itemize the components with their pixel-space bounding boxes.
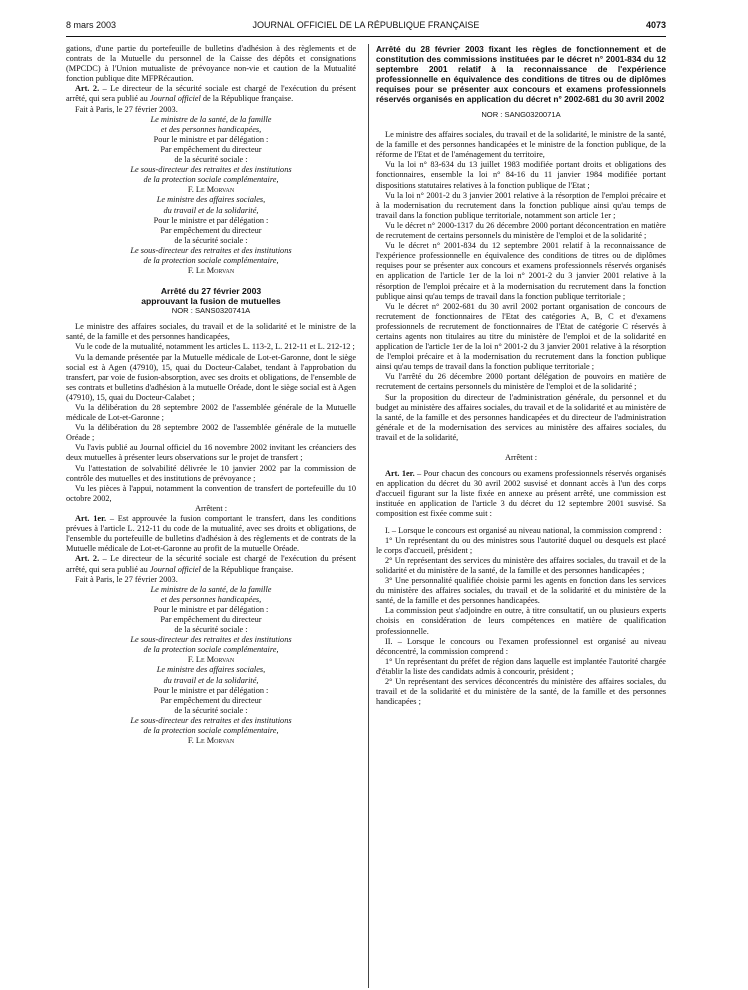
- signatory-name: [66, 655, 356, 665]
- sig-line: de la sécurité sociale :: [174, 155, 248, 165]
- sig-line: Par empêchement du directeur: [160, 695, 262, 705]
- sig-line: Le sous-directeur des retraites et des institutions: [130, 635, 292, 645]
- body-paragraph: 2° Un représentant des services déconcentrés du ministère des affaires sociales, du travail et de la solidarité et du ministère de la santé, de la famille et des personnes handicapées ;: [376, 676, 666, 707]
- considerant: Le ministre des affaires sociales, du travail et de la solidarité, le ministre de la santé, de la famille et des personnes handicapées et le ministre de la fonction publique, de la réforme de l'Etat et de l'aménagement du territoire,: [376, 130, 666, 160]
- signature-block-3: [66, 585, 356, 666]
- article-1-text: – Est approuvée la fusion comportant le transfert, dans les conditions prévues à l'article L. 212-11 du code de la mutualité, avec ses droits et obligations, de l'ensemble du portefeuille de bulletins d'adhésion à des règlements et de contrats de la Mutuelle médicale de Lot-et-Garonne au profit de la mutuelle Oréade.: [66, 514, 356, 554]
- page-header: [66, 20, 666, 34]
- body-paragraph: 2° Un représentant des services du ministère des affaires sociales, du travail et de la solidarité et du ministère de la santé, de la famille et des personnes handicapées ;: [376, 555, 666, 575]
- arretent-heading-right: Arrêtent :: [504, 453, 538, 462]
- article-2b-end: de la République française.: [200, 564, 294, 574]
- arretent-heading: Arrêtent :: [194, 503, 228, 513]
- sig-line: de la sécurité sociale :: [174, 625, 248, 635]
- sig-line: Le sous-directeur des retraites et des institutions: [130, 165, 292, 175]
- arrete-title-line: approuvant la fusion de mutuelles: [141, 296, 281, 307]
- signatory-initial: F. L: [187, 266, 201, 276]
- signatory-surname: e Morvan: [200, 185, 235, 195]
- sig-line: et des personnes handicapées,: [160, 124, 262, 134]
- sig-line: et des personnes handicapées,: [160, 594, 262, 604]
- article-2b-paragraph: [66, 554, 356, 574]
- right-column: [376, 44, 666, 707]
- header-title: JOURNAL OFFICIEL DE LA RÉPUBLIQUE FRANÇAISE: [252, 20, 480, 30]
- sig-line: Le sous-directeur des retraites et des institutions: [130, 715, 292, 725]
- sig-line: de la sécurité sociale :: [174, 705, 248, 715]
- article-2-text: – Le directeur de la sécurité sociale est chargé de l'exécution du présent arrêté, qui sera publié au: [66, 84, 357, 104]
- arrete-title: [66, 286, 356, 306]
- signatory-initial: F. L: [187, 736, 201, 746]
- signature-block-2: [66, 195, 356, 276]
- article-2-paragraph: [66, 84, 356, 104]
- header-date: 8 mars 2003: [66, 20, 117, 30]
- article-2-end: de la République française.: [200, 94, 294, 104]
- considerant: Vu le décret n° 2002-681 du 30 avril 2002 portant organisation de concours de recrutement de fonctionnaires de l'Etat des catégories A, B, C et d'examens professionnels de recrutement de fonctionnaires de l'Etat de catégorie C réservés à certains agents non titulaires au titre du ministère de l'emploi et de la solidarité en application de l'article 1er de la loi n° 2001-2 du 3 janvier 2001 relative à la résorption de l'emploi précaire et à la modernisation du recrutement dans la fonction publique ainsi qu'au temps de travail dans la fonction publique territoriale ;: [376, 301, 666, 372]
- article-2-label: Art. 2.: [75, 84, 100, 94]
- body-paragraph: 1° Un représentant du ou des ministres sous l'autorité duquel ou desquels est placé le corps d'accueil, président ;: [376, 535, 666, 555]
- signature-block-1: [66, 115, 356, 196]
- header-rule: [66, 36, 666, 37]
- fait-paris: Fait à Paris, le 27 février 2003.: [75, 104, 178, 114]
- considerant: Le ministre des affaires sociales, du travail et de la solidarité et le ministre de la santé, de la famille et des personnes handicapées,: [66, 322, 356, 342]
- article-1-paragraph-right: [376, 469, 666, 519]
- signatory-name: [66, 266, 356, 276]
- arrete-title-line: Arrêté du 27 février 2003: [160, 286, 262, 297]
- column-divider: [368, 44, 369, 988]
- considerant: Vu l'avis publié au Journal officiel du 16 novembre 2002 invitant les créanciers des deux mutuelles à présenter leurs observations sur le projet de transfert ;: [66, 443, 356, 463]
- sig-line: de la protection sociale complémentaire,: [143, 175, 279, 185]
- body-paragraph: II. – Lorsque le concours ou l'examen professionnel est organisé au niveau déconcentré, la commission comprend :: [376, 636, 666, 656]
- body-paragraph: 3° Une personnalité qualifiée choisie parmi les agents en fonction dans les services du ministère des affaires sociales, du travail et de la solidarité et du ministère de la santé, de la famille et des personnes handicapées.: [376, 576, 666, 606]
- sig-line: du travail et de la solidarité,: [163, 675, 259, 685]
- sig-line: du travail et de la solidarité,: [163, 205, 259, 215]
- sig-line: Par empêchement du directeur: [160, 144, 262, 154]
- article-1-text-right: – Pour chacun des concours ou examens professionnels réservés organisés en application du décret du 30 avril 2002 susvisé et donnant accès à l'un des corps d'accueil figurant sur la liste fixée en annexe au présent arrêté, une commission est instituée en application de l'article 3 du décret du 12 septembre 2001 susvisé. Sa composition est fixée comme suit :: [376, 469, 666, 519]
- signatory-surname: e Morvan: [200, 736, 235, 746]
- article-2b-journal: Journal officiel: [149, 564, 201, 574]
- body-paragraph: 1° Un représentant du préfet de région dans laquelle est implantée l'autorité chargée d'établir la liste des candidats admis à concourir, président ;: [376, 656, 666, 676]
- signatory-initial: F. L: [187, 655, 201, 665]
- sig-line: Pour le ministre et par délégation :: [153, 685, 269, 695]
- considerant: Vu la loi n° 83-634 du 13 juillet 1983 modifiée portant droits et obligations des fonctionnaires, ensemble la loi n° 84-16 du 11 janvier 1984 modifiée portant dispositions statutaires relatives à la fonction publique de l'Etat ;: [376, 160, 666, 190]
- signatory-name: [66, 736, 356, 746]
- article-2-journal: Journal officiel: [149, 94, 201, 104]
- nor-reference-right: NOR : SANG0320071A: [481, 110, 561, 119]
- intro-paragraph: gations, d'une partie du portefeuille de bulletins d'adhésion à des règlements et de contrats de la Mutuelle du personnel de la Caisse des dépôts et consignations (MPCDC) à l'Union mutualiste de prévoyance non-vie et caution de la Mutualité fonction publique dite MFPRécaution.: [66, 44, 356, 84]
- article-1-label: Art. 1er.: [75, 514, 107, 524]
- nor-reference: NOR : SANS0320741A: [171, 306, 251, 316]
- sig-line: Le ministre des affaires sociales,: [156, 665, 266, 675]
- arrete-title-right: Arrêté du 28 février 2003 fixant les règles de fonctionnement et de constitution des commissions instituées par le décret n° 2001-834 du 12 septembre 2001 relatif à la reconnaissance de l'expérience professionnelle en équivalence des conditions de titres ou de diplômes requises pour se présenter aux concours et examens professionnels réservés organisés en application du décret n° 2002-681 du 30 avril 2002: [376, 44, 666, 104]
- sig-line: de la protection sociale complémentaire,: [143, 726, 279, 735]
- sig-line: de la protection sociale complémentaire,: [143, 645, 279, 655]
- article-2b-label: Art. 2.: [75, 554, 100, 564]
- sig-line: Pour le ministre et par délégation :: [153, 215, 269, 225]
- signatory-initial: F. L: [187, 185, 201, 195]
- fait-paris-2: Fait à Paris, le 27 février 2003.: [75, 574, 178, 584]
- signatory-surname: e Morvan: [200, 266, 235, 276]
- considerant: Sur la proposition du directeur de l'administration générale, du personnel et du budget au ministère des affaires sociales, du travail et de la solidarité et au ministère de la santé, de la famille et des personnes handicapées et du directeur de l'administration générale et de la modernisation des services au ministère des affaires sociales, du travail et de la solidarité,: [376, 392, 666, 442]
- article-2b-text: – Le directeur de la sécurité sociale est chargé de l'exécution du présent arrêté, qui sera publié au: [66, 554, 357, 574]
- considerant: Vu l'attestation de solvabilité délivrée le 10 janvier 2002 par la commission de contrôle des mutuelles et des institutions de prévoyance ;: [66, 463, 356, 483]
- considerant: Vu la délibération du 28 septembre 2002 de l'assemblée générale de la Mutuelle médicale de Lot-et-Garonne ;: [66, 403, 356, 423]
- article-1-label-right: Art. 1er.: [385, 469, 415, 479]
- considerant: Vu l'arrêté du 26 décembre 2000 portant délégation de pouvoirs en matière de recrutement de certains personnels du ministère de l'emploi et de la solidarité ;: [376, 372, 666, 392]
- signatory-surname: e Morvan: [200, 655, 235, 665]
- body-paragraph: La commission peut s'adjoindre en outre, à titre consultatif, un ou plusieurs experts choisis en considération de leurs compétences en matière de qualification professionnelle.: [376, 606, 666, 636]
- sig-line: Le sous-directeur des retraites et des institutions: [130, 245, 292, 255]
- left-column: [66, 44, 356, 746]
- considerant: Vu la délibération du 28 septembre 2002 de l'assemblée générale de la mutuelle Oréade ;: [66, 423, 356, 443]
- sig-line: de la protection sociale complémentaire,: [143, 255, 279, 265]
- considerant: Vu la loi n° 2001-2 du 3 janvier 2001 relative à la résorption de l'emploi précaire et à la modernisation du recrutement dans la fonction publique ainsi qu'au temps de travail dans la fonction publique territoriale, notamment son article 1er ;: [376, 190, 666, 220]
- signature-block-4: [66, 665, 356, 746]
- sig-line: Pour le ministre et par délégation :: [153, 604, 269, 614]
- signatory-name: [66, 185, 356, 195]
- sig-line: Par empêchement du directeur: [160, 225, 262, 235]
- sig-line: Le ministre de la santé, de la famille: [150, 114, 272, 124]
- sig-line: Pour le ministre et par délégation :: [153, 134, 269, 144]
- sig-line: Le ministre des affaires sociales,: [156, 195, 266, 205]
- article-1-paragraph: [66, 514, 356, 554]
- body-paragraph: I. – Lorsque le concours est organisé au niveau national, la commission comprend :: [385, 525, 662, 535]
- header-page-number: 4073: [645, 20, 666, 30]
- considerant: Vu le décret n° 2000-1317 du 26 décembre 2000 portant déconcentration en matière de recrutement de certains personnels du ministère de l'emploi et de la solidarité ;: [376, 220, 666, 241]
- considerant: Vu le code de la mutualité, notamment les articles L. 113-2, L. 212-11 et L. 212-12 ;: [75, 342, 355, 352]
- sig-line: Le ministre de la santé, de la famille: [150, 584, 272, 594]
- sig-line: de la sécurité sociale :: [174, 235, 248, 245]
- considerant: Vu les pièces à l'appui, notamment la convention de transfert de portefeuille du 10 octobre 2002,: [66, 483, 356, 503]
- sig-line: Par empêchement du directeur: [160, 614, 262, 624]
- considerant: Vu la demande présentée par la Mutuelle médicale de Lot-et-Garonne, dont le siège social est à Agen (47910), 15, quai du Docteur-Calabet, tendant à l'approbation du transfert, par voie de fusion-absorption, avec ses droits et obligations, de l'ensemble de ses contrats et bulletins d'adhésion à la mutuelle Oréade, dont le siège social est à Agen (47910), 15, quai du Docteur-Calabet ;: [66, 352, 356, 402]
- considerant: Vu le décret n° 2001-834 du 12 septembre 2001 relatif à la reconnaissance de l'expérience professionnelle en équivalence des conditions de titres ou de diplômes requises pour se présenter aux concours et examens professionnels réservés organisés en application de l'article 1er de la loi n° 2001-2 du 3 janvier 2001 relative à la résorption de l'emploi précaire et à la modernisation du recrutement dans la fonction publique ainsi qu'au temps de travail dans la fonction publique territoriale ;: [376, 241, 666, 301]
